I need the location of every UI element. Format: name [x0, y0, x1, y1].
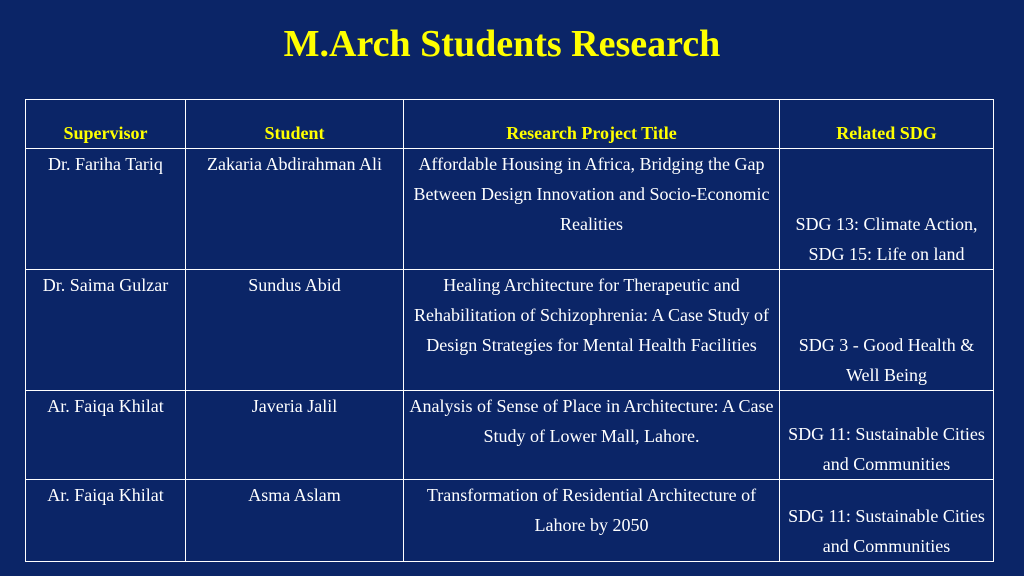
related-sdg-cell: SDG 11: Sustainable Cities and Communities [780, 480, 994, 562]
related-sdg-cell: SDG 11: Sustainable Cities and Communities [780, 391, 994, 480]
header-supervisor: Supervisor [26, 100, 186, 149]
table-row [26, 391, 994, 480]
research-title-cell: Affordable Housing in Africa, Bridging the Gap Between Design Innovation and Socio-Economic Realities [404, 149, 780, 270]
related-sdg-cell: SDG 13: Climate Action, SDG 15: Life on land [780, 149, 994, 270]
supervisor-cell: Ar. Faiqa Khilat [26, 480, 186, 562]
slide-title: M.Arch Students Research [283, 23, 721, 65]
table-header-row [26, 100, 994, 149]
student-cell: Zakaria Abdirahman Ali [186, 149, 404, 270]
student-cell: Javeria Jalil [186, 391, 404, 480]
supervisor-cell: Ar. Faiqa Khilat [26, 391, 186, 480]
student-cell: Asma Aslam [186, 480, 404, 562]
research-title-cell: Healing Architecture for Therapeutic and Rehabilitation of Schizophrenia: A Case Study of Design Strategies for Mental Health Facilities [404, 270, 780, 391]
header-related-sdg: Related SDG [780, 100, 994, 149]
header-student: Student [186, 100, 404, 149]
header-research-title: Research Project Title [404, 100, 780, 149]
related-sdg-cell: SDG 3 - Good Health & Well Being [780, 270, 994, 391]
table-row [26, 149, 994, 270]
student-cell: Sundus Abid [186, 270, 404, 391]
supervisor-cell: Dr. Fariha Tariq [26, 149, 186, 270]
table-row [26, 270, 994, 391]
table-row [26, 480, 994, 562]
supervisor-cell: Dr. Saima Gulzar [26, 270, 186, 391]
research-table [25, 99, 994, 562]
research-title-cell: Transformation of Residential Architecture of Lahore by 2050 [404, 480, 780, 562]
research-title-cell: Analysis of Sense of Place in Architecture: A Case Study of Lower Mall, Lahore. [404, 391, 780, 480]
